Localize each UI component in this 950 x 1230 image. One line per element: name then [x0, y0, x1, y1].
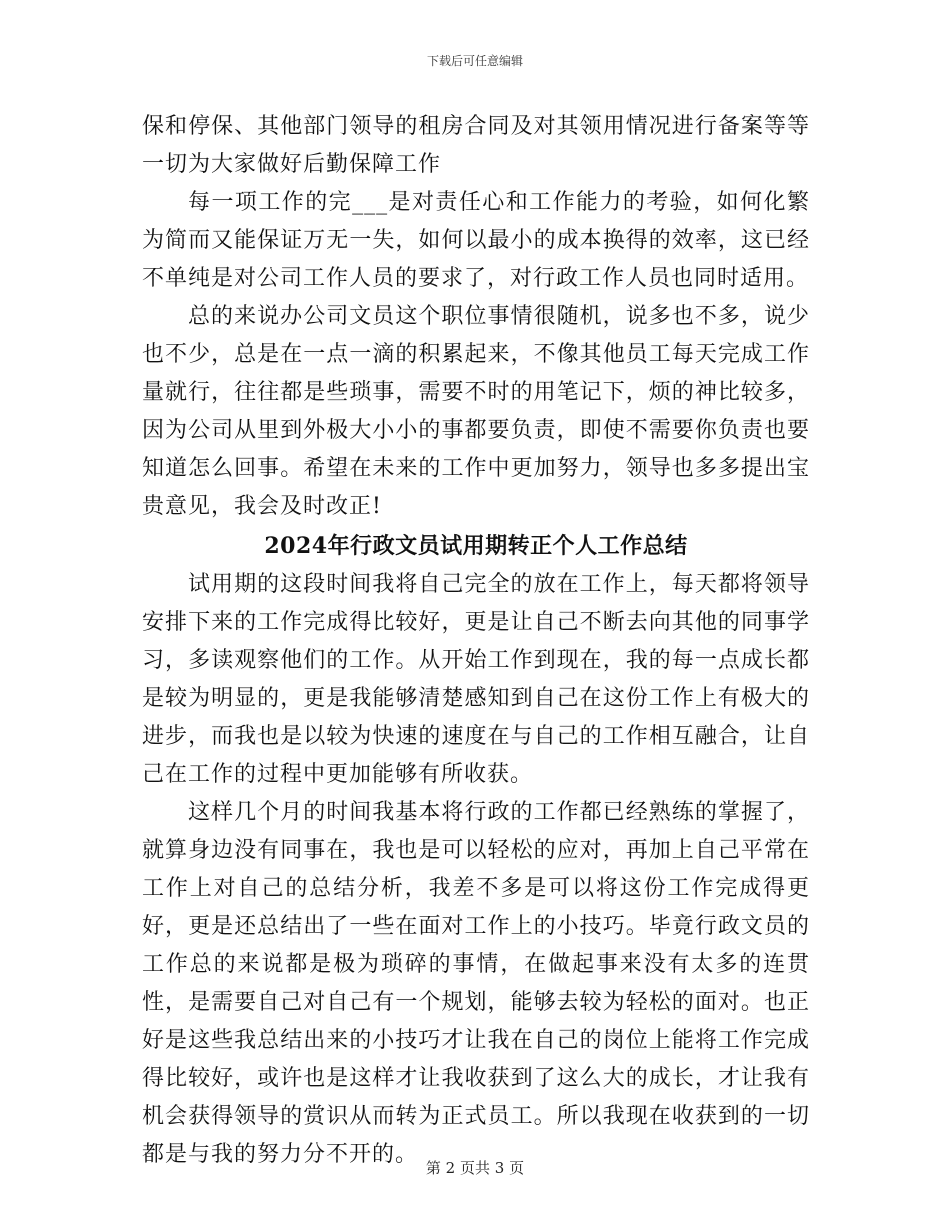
download-note: 下载后可任意编辑 — [426, 54, 523, 68]
document-body — [142, 108, 810, 1174]
paragraph-summary: 总的来说办公司文员这个职位事情很随机，说多也不多，说少也不少，总是在一点一滴的积累起来，不像其他员工每天完成工作量就行，往往都是些琐事，需要不时的用笔记下，烦的神比较多，因为公司从里到外极大小小的事都要负责，即使不需要你负责也要知道怎么回事。希望在未来的工作中更加努力，领导也多多提出宝贵意见，我会及时改正! — [142, 304, 810, 519]
paragraph-continuation: 保和停保、其他部门领导的租房合同及对其领用情况进行备案等等一切为大家做好后勤保障工作 — [142, 114, 810, 177]
paragraph-work-completion: 每一项工作的完___是对责任心和工作能力的考验，如何化繁为简而又能保证万无一失，如何以最小的成本换得的效率，这已经不单纯是对公司工作人员的要求了，对行政工作人员也同时适用。 — [142, 190, 810, 291]
page-indicator: 第 2 页共 3 页 — [425, 1159, 525, 1177]
paragraph-growth: 这样几个月的时间我基本将行政的工作都已经熟练的掌握了，就算身边没有同事在，我也是可以轻松的应对，再加上自己平常在工作上对自己的总结分析，我差不多是可以将这份工作完成得更好，更是还总结出了一些在面对工作上的小技巧。毕竟行政文员的工作总的来说都是极为琐碎的事情，在做起事来没有太多的连贯性，是需要自己对自己有一个规划，能够去较为轻松的面对。也正好是这些我总结出来的小技巧才让我在自己的岗位上能将工作完成得比较好，或许也是这样才让我收获到了这么大的成长，才让我有机会获得领导的赏识从而转为正式员工。所以我现在收获到的一切都是与我的努力分不开的。 — [142, 800, 810, 1167]
paragraph-probation: 试用期的这段时间我将自己完全的放在工作上，每天都将领导安排下来的工作完成得比较好，更是让自己不断去向其他的同事学习，多读观察他们的工作。从开始工作到现在，我的每一点成长都是较为明显的，更是我能够清楚感知到自己在这份工作上有极大的进步，而我也是以较为快速的速度在与自己的工作相互融合，让自己在工作的过程中更加能够有所收获。 — [142, 572, 810, 787]
section-title: 2024年行政文员试用期转正个人工作总结 — [264, 533, 688, 559]
